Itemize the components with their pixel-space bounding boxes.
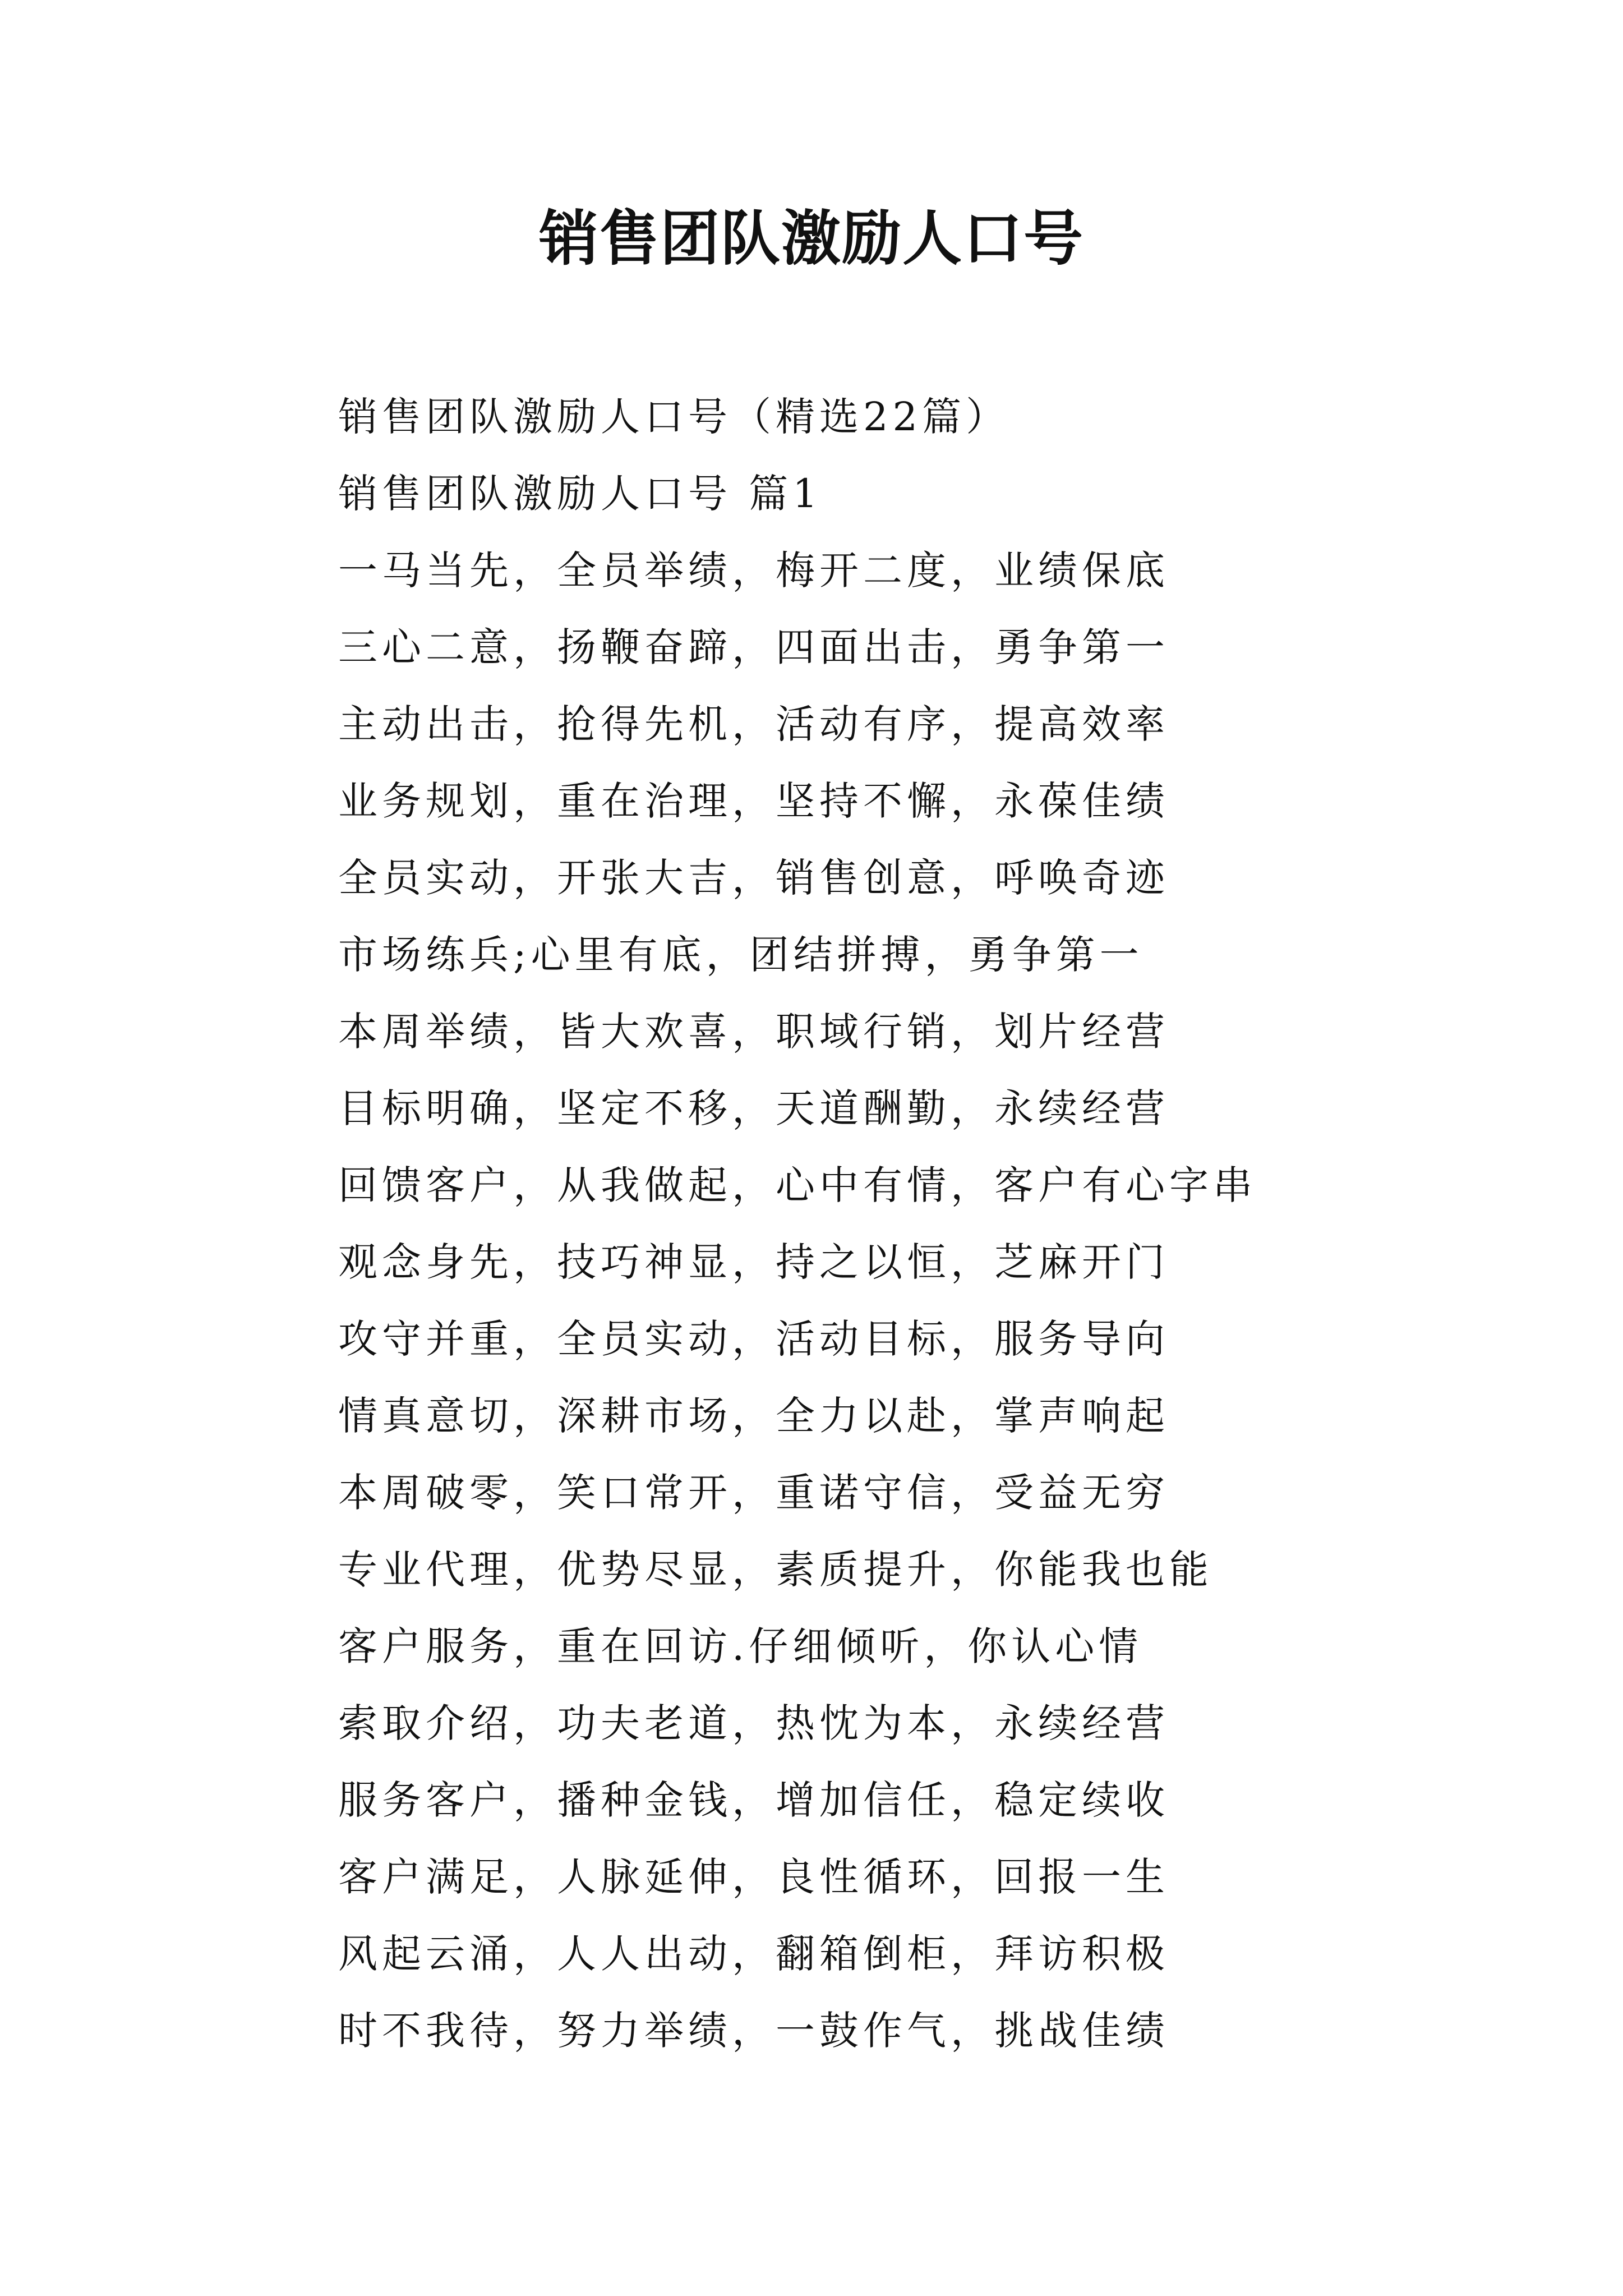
slogan-line: 本周举绩，皆大欢喜，职域行销，划片经营: [338, 1009, 1169, 1055]
slogan-line: 主动出击，抢得先机，活动有序，提高效率: [338, 701, 1169, 747]
slogan-line: 服务客户，播种金钱，增加信任，稳定续收: [338, 1777, 1169, 1823]
document-body: [338, 379, 1572, 2069]
document-subtitle: 销售团队激励人口号（精选22篇）: [338, 394, 1010, 440]
section-heading: 销售团队激励人口号 篇1: [338, 471, 822, 517]
slogan-line: 攻守并重，全员实动，活动目标，服务导向: [338, 1316, 1169, 1362]
slogan-line: 索取介绍，功夫老道，热忱为本，永续经营: [338, 1700, 1169, 1746]
slogan-line: 观念身先，技巧神显，持之以恒，芝麻开门: [338, 1239, 1169, 1285]
slogan-line: 风起云涌，人人出动，翻箱倒柜，拜访积极: [338, 1931, 1169, 1977]
slogan-line: 专业代理，优势尽显，素质提升，你能我也能: [338, 1547, 1213, 1593]
document-title: 销售团队激励人口号: [539, 203, 1084, 273]
slogan-line: 全员实动，开张大吉，销售创意，呼唤奇迹: [338, 855, 1169, 901]
slogan-line: 本周破零，笑口常开，重诺守信，受益无穷: [338, 1470, 1169, 1516]
slogan-line: 时不我待，努力举绩，一鼓作气，挑战佳绩: [338, 2008, 1169, 2054]
slogan-line: 业务规划，重在治理，坚持不懈，永葆佳绩: [338, 778, 1169, 824]
slogan-line: 情真意切，深耕市场，全力以赴，掌声响起: [338, 1393, 1169, 1439]
slogan-line: 市场练兵;心里有底，团结拼搏，勇争第一: [338, 932, 1144, 978]
slogan-line: 客户满足，人脉延伸，良性循环，回报一生: [338, 1854, 1169, 1900]
slogan-line: 客户服务，重在回访.仔细倾听，你认心情: [338, 1623, 1143, 1669]
slogan-line: 目标明确，坚定不移，天道酬勤，永续经营: [338, 1085, 1169, 1131]
slogan-line: 回馈客户，从我做起，心中有情，客户有心字串: [338, 1162, 1257, 1208]
slogan-line: 一马当先，全员举绩，梅开二度，业绩保底: [338, 547, 1169, 593]
slogan-line: 三心二意，扬鞭奋蹄，四面出击，勇争第一: [338, 624, 1169, 670]
